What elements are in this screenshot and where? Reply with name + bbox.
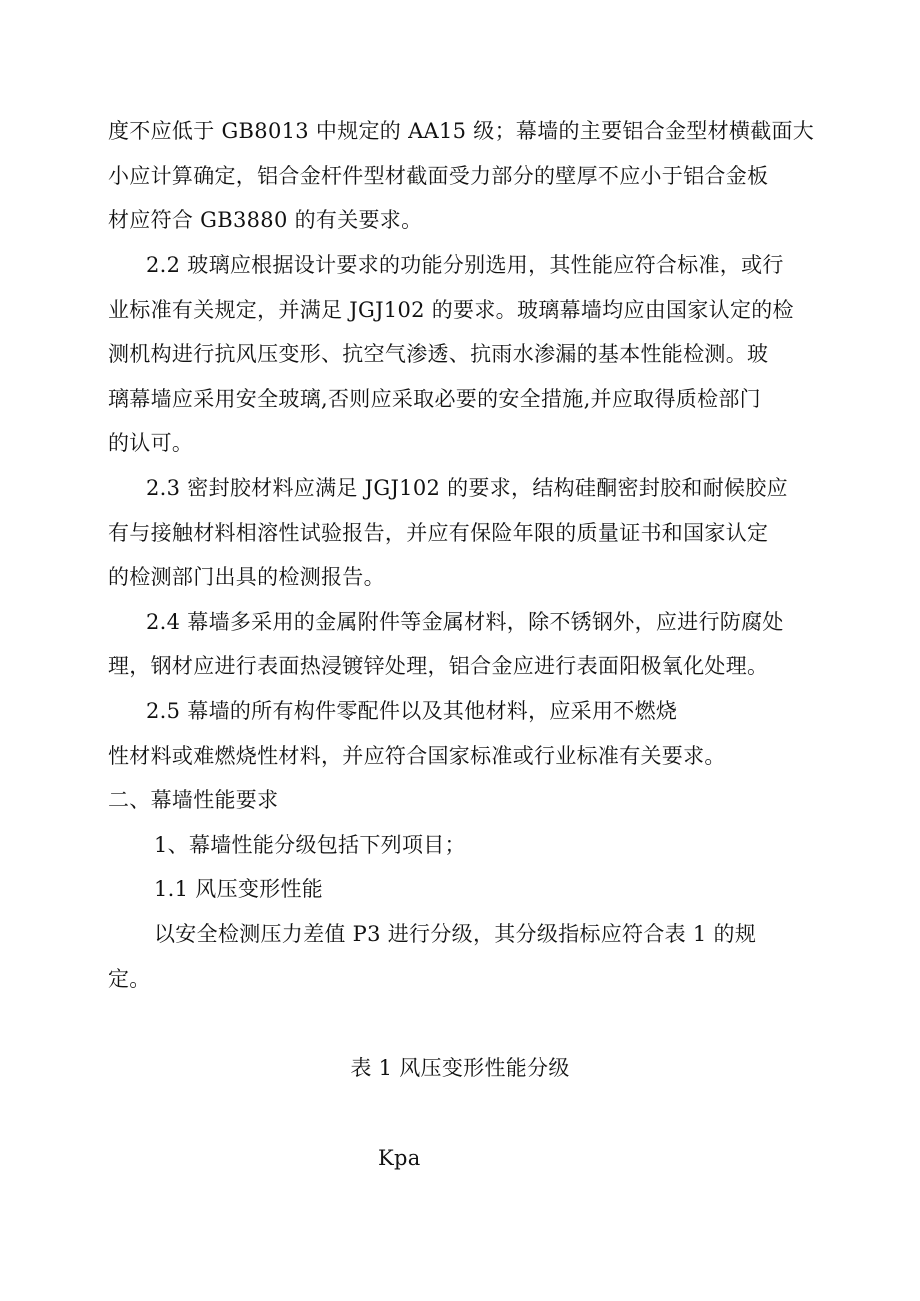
paragraph-line: 以安全检测压力差值 P3 进行分级，其分级指标应符合表 1 的规 [154, 922, 757, 946]
paragraph-line: 2.2 玻璃应根据设计要求的功能分别选用，其性能应符合标准，或行 [146, 253, 784, 277]
paragraph-line: 小应计算确定，铝合金杆件型材截面受力部分的壁厚不应小于铝合金板 [108, 164, 769, 188]
paragraph-line: 璃幕墙应采用安全玻璃,否则应采取必要的安全措施,并应取得质检部门 [108, 387, 761, 411]
subsection-heading: 1.1 风压变形性能 [154, 877, 324, 901]
paragraph-line: 性材料或难燃烧性材料，并应符合国家标准或行业标准有关要求。 [108, 744, 726, 768]
paragraph-line: 2.3 密封胶材料应满足 JGJ102 的要求，结构硅酮密封胶和耐候胶应 [146, 476, 788, 500]
paragraph-line: 2.4 幕墙多采用的金属附件等金属材料，除不锈钢外，应进行防腐处 [146, 610, 784, 634]
paragraph-line: 测机构进行抗风压变形、抗空气渗透、抗雨水渗漏的基本性能检测。玻 [108, 342, 769, 366]
paragraph-line: 度不应低于 GB8013 中规定的 AA15 级；幕墙的主要铝合金型材横截面大 [108, 119, 815, 143]
paragraph-line: 有与接触材料相溶性试验报告，并应有保险年限的质量证书和国家认定 [108, 521, 769, 545]
paragraph-line: 业标准有关规定，并满足 JGJ102 的要求。玻璃幕墙均应由国家认定的检 [108, 298, 794, 322]
paragraph-line: 的检测部门出具的检测报告。 [108, 565, 385, 589]
paragraph-line: 理，钢材应进行表面热浸镀锌处理，铝合金应进行表面阳极氧化处理。 [108, 654, 769, 678]
paragraph-line: 的认可。 [108, 431, 194, 455]
paragraph-line: 定。 [108, 967, 151, 991]
table-caption: 表 1 风压变形性能分级 [350, 1056, 570, 1080]
paragraph-line: 1、幕墙性能分级包括下列项目； [154, 833, 466, 857]
section-heading: 二、幕墙性能要求 [108, 788, 279, 812]
paragraph-line: 材应符合 GB3880 的有关要求。 [108, 208, 423, 232]
table-unit-label: Kpa [378, 1146, 421, 1170]
paragraph-line: 2.5 幕墙的所有构件零配件以及其他材料，应采用不燃烧 [146, 699, 678, 723]
